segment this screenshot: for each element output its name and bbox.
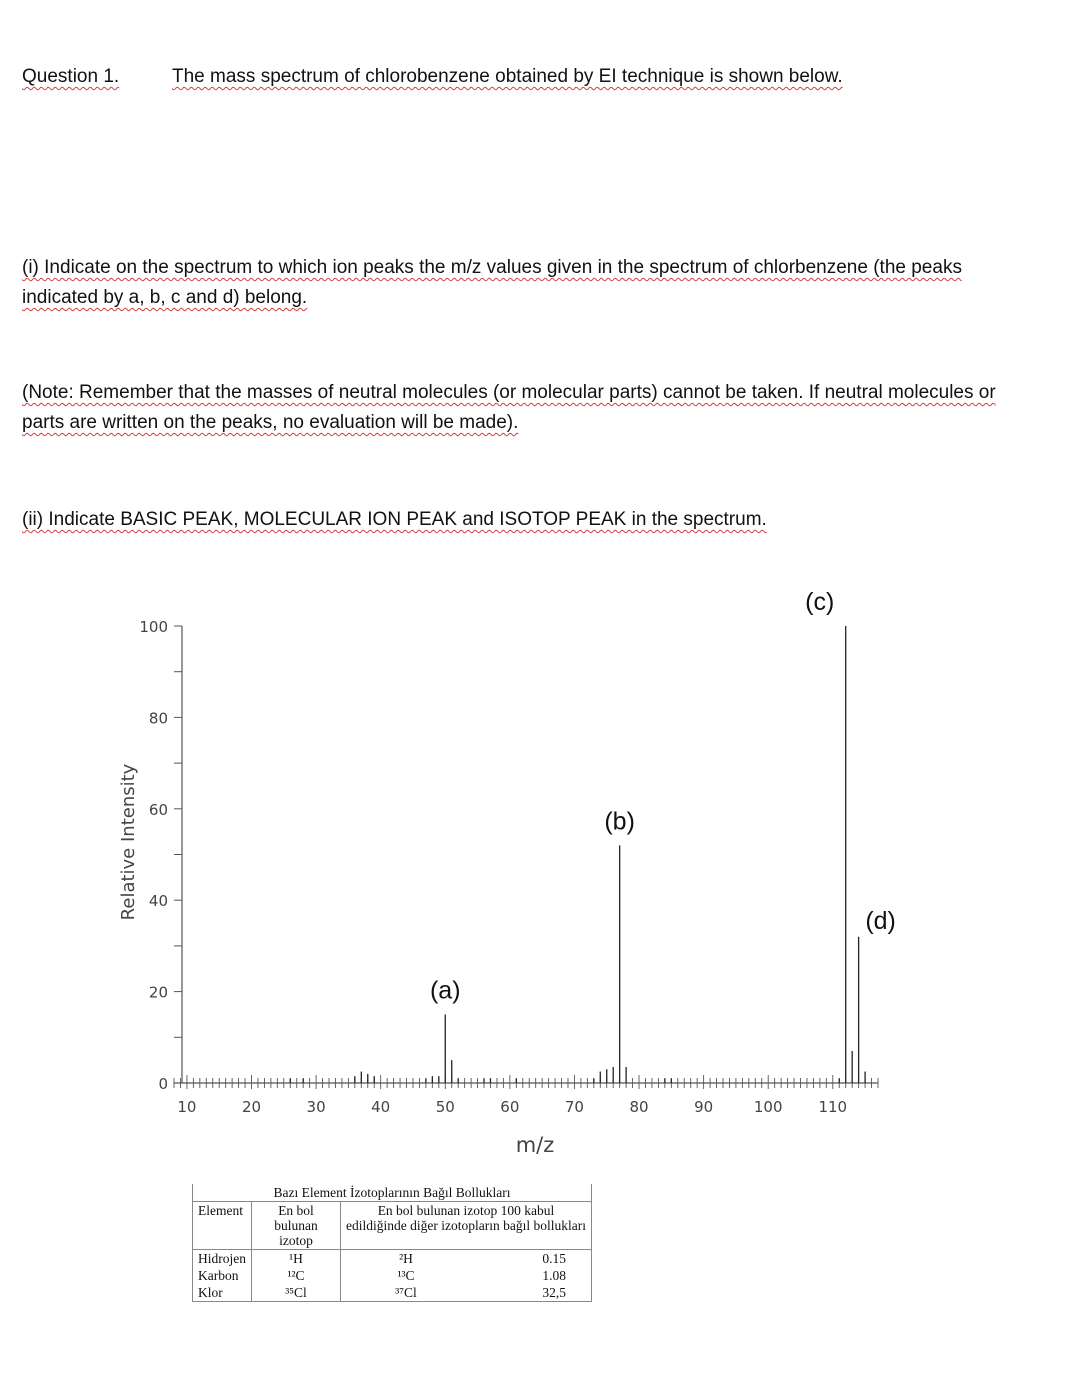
y-axis-label: Relative Intensity: [118, 763, 139, 921]
y-tick-label: 0: [158, 1075, 168, 1093]
table-cell-element: Klor: [193, 1284, 252, 1302]
x-tick-label: 30: [306, 1098, 326, 1116]
x-tick-label: 80: [629, 1098, 649, 1116]
table-cell-abundance: 32,5: [542, 1285, 566, 1300]
table-header-main-isotope: En bol bulunan izotop: [252, 1202, 341, 1250]
peak-label-a: (a): [429, 976, 461, 1005]
peak-label-d: (d): [865, 906, 896, 935]
y-tick-label: 40: [148, 892, 168, 911]
table-cell-abundance: 0.15: [542, 1251, 566, 1266]
x-axis-label: m/z: [515, 1133, 555, 1157]
x-tick-label: 100: [753, 1098, 783, 1116]
question-note: (Note: Remember that the masses of neutral molecules (or molecular parts) cannot be taken. If neutral molecules or parts are written on the peaks, no evaluation will be made).: [22, 382, 996, 433]
x-tick-label: 60: [500, 1098, 520, 1116]
question-part-i: (i) Indicate on the spectrum to which ion peaks the m/z values given in the spectrum of chlorbenzene (the peaks indicated by a, b, c and d) belong.: [22, 257, 962, 308]
table-header-relative-abundance: En bol bulunan izotop 100 kabul edildiğinde diğer izotopların bağıl bollukları: [341, 1202, 592, 1250]
peak-label-b: (b): [604, 807, 635, 836]
table-cell-main-isotope: ³⁵Cl: [252, 1284, 341, 1302]
table-cell-other-isotope: ³⁷Cl: [395, 1285, 417, 1300]
y-tick-label: 20: [148, 983, 168, 1002]
chart-peaks: [290, 626, 865, 1083]
x-tick-label: 50: [435, 1098, 455, 1116]
table-cell-other-isotope: ²H: [399, 1251, 413, 1266]
y-tick-label: 100: [139, 618, 168, 636]
table-caption: Bazı Element İzotoplarının Bağıl Bollukları: [193, 1184, 592, 1202]
chart-annotations: [430, 588, 896, 1004]
x-tick-label: 90: [694, 1098, 714, 1116]
x-tick-label: 70: [564, 1098, 584, 1116]
x-tick-label: 20: [241, 1098, 262, 1116]
chart-axes: [139, 618, 878, 1116]
question-number: Question 1.: [22, 66, 120, 87]
table-cell-main-isotope: ¹²C: [252, 1267, 341, 1284]
table-cell-main-isotope: ¹H: [252, 1250, 341, 1268]
table-row: [193, 1284, 592, 1302]
table-header-element: Element: [193, 1202, 252, 1250]
isotope-abundance-table: [192, 1184, 592, 1302]
table-cell-element: Hidrojen: [193, 1250, 252, 1268]
x-tick-label: 10: [177, 1098, 197, 1116]
table-cell-abundance: 1.08: [542, 1268, 566, 1283]
question-part-ii: (ii) Indicate BASIC PEAK, MOLECULAR ION PEAK and ISOTOP PEAK in the spectrum.: [22, 509, 767, 530]
y-tick-label: 80: [148, 709, 168, 728]
table-row: [193, 1267, 592, 1284]
y-tick-label: 60: [148, 800, 168, 819]
x-tick-label: 110: [818, 1098, 848, 1116]
peak-label-c: (c): [805, 588, 835, 616]
table-row: [193, 1250, 592, 1268]
question-title: The mass spectrum of chlorobenzene obtained by EI technique is shown below.: [172, 66, 843, 87]
table-cell-other-isotope: ¹³C: [397, 1268, 415, 1283]
x-tick-label: 40: [371, 1098, 391, 1116]
mass-spectrum-chart: [0, 560, 1070, 1160]
table-cell-element: Karbon: [193, 1267, 252, 1284]
